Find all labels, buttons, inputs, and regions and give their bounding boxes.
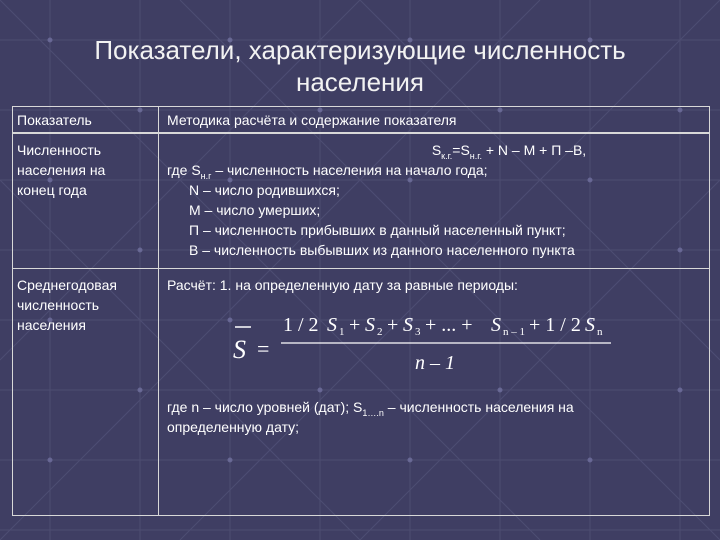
numerator-index-3: 3 [415,326,421,338]
numerator-sn: S [585,314,595,336]
indicator-text-line: Среднегодовая [17,277,117,293]
chronological-mean-formula [167,301,701,383]
indicator-cell-average [13,269,159,516]
numerator-index-n: n [597,326,603,338]
formula-term-line: П – численность прибывших в данный населенный пункт; [189,221,566,238]
calculation-label: Расчёт: 1. на определенную дату за равные периоды: [167,277,518,293]
table-row-average-annual [13,269,710,516]
formula-where-line: где $S_{н.г}$ – численность населения на начало года; [167,161,488,181]
numerator-sn-1: S [491,314,501,336]
table-header-row [13,107,710,133]
slide-title-line-2: населения [295,67,424,97]
indicator-cell-year-end [13,133,159,269]
numerator-s3: S [403,314,413,336]
numerator-half-1: 1 / 2 [283,314,319,336]
method-cell-year-end [159,133,710,269]
header-cell-indicator [13,107,159,133]
numerator-ellipsis: + ... + [425,314,473,336]
header-cell-method [159,107,710,133]
indicator-text-line: численность [17,297,100,313]
method-cell-average [159,269,710,516]
formula-term-line: N – число родившихся; [189,181,340,198]
indicator-text-line: Численность [17,141,102,158]
numerator-index-n-1: n – 1 [503,326,525,338]
formula-term-line: M – число умерших; [189,201,321,218]
slide-title [40,34,680,98]
numerator-plus-1: + [349,314,361,336]
indicator-text-line: конец года [17,181,87,198]
formula-where-line: где n – число уровней (дат); $S_{1\dots.n}$ – численность населения на [167,399,574,418]
mean-symbol: S [233,335,246,364]
slide-title-line-1: Показатели, характеризующие численность [94,35,626,65]
formula-term-line: В – численность выбывших из данного населенного пункта [189,241,575,258]
indicator-text-line: населения на [17,161,106,178]
header-indicator-label: Показатель [17,112,92,128]
equals-sign: = [257,336,270,361]
numerator-half-2: + 1 / 2 [529,314,581,336]
numerator-s1: S [327,314,337,336]
header-method-label: Методика расчёта и содержание показателя [167,112,457,128]
balance-formula: $S_{к.г.}=S_{н.г.} + N - M + П$ –В, [431,141,587,161]
numerator-index-1: 1 [339,326,345,338]
numerator-index-2: 2 [377,326,383,338]
indicator-text-line: населения [17,317,86,333]
numerator-plus-2: + [387,314,399,336]
denominator: n – 1 [415,352,455,374]
numerator-s2: S [365,314,375,336]
formula-where-line-2: определенную дату; [167,419,300,435]
table-row-year-end [13,133,710,269]
indicators-table [12,106,710,516]
